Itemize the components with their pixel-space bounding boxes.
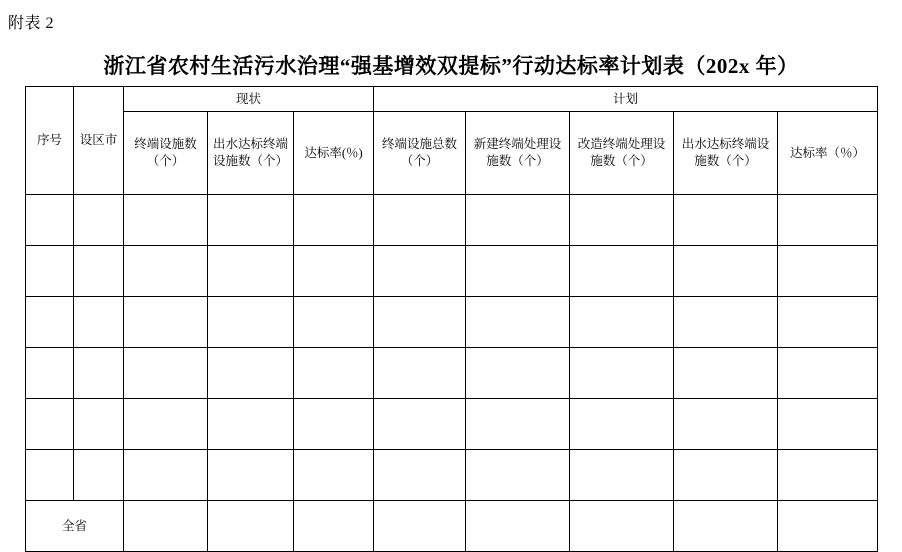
col-header-plan-new-terminal: 新建终端处理设施数（个） [466, 112, 570, 195]
table-row [26, 297, 878, 348]
table-row [26, 195, 878, 246]
cell-current-effluent-standard-terminal[interactable] [208, 450, 294, 501]
cell-plan-new-terminal[interactable] [466, 450, 570, 501]
table-row [26, 399, 878, 450]
group-header-current: 现状 [124, 87, 374, 112]
table-row [26, 450, 878, 501]
cell-total-current-rate[interactable] [294, 501, 374, 552]
cell-city[interactable] [74, 450, 124, 501]
table-row [26, 246, 878, 297]
col-header-current-rate: 达标率(％) [294, 112, 374, 195]
cell-plan-rate[interactable] [778, 195, 878, 246]
cell-current-rate[interactable] [294, 348, 374, 399]
cell-plan-new-terminal[interactable] [466, 246, 570, 297]
table-row [26, 348, 878, 399]
col-header-plan-effluent-standard-terminal: 出水达标终端设施数（个） [674, 112, 778, 195]
cell-current-rate[interactable] [294, 195, 374, 246]
col-header-current-terminal-count: 终端设施数（个） [124, 112, 208, 195]
cell-total-plan-new-terminal[interactable] [466, 501, 570, 552]
cell-total-plan-terminal-total[interactable] [374, 501, 466, 552]
table-group-header-row [26, 87, 878, 112]
cell-current-rate[interactable] [294, 399, 374, 450]
cell-plan-new-terminal[interactable] [466, 195, 570, 246]
cell-current-effluent-standard-terminal[interactable] [208, 399, 294, 450]
cell-total-label: 全省 [26, 501, 124, 552]
cell-current-terminal-count[interactable] [124, 297, 208, 348]
cell-city[interactable] [74, 348, 124, 399]
col-header-plan-rate: 达标率（％） [778, 112, 878, 195]
cell-plan-rate[interactable] [778, 450, 878, 501]
table-column-header-row [26, 112, 878, 195]
cell-plan-effluent-standard-terminal[interactable] [674, 195, 778, 246]
table-total-row [26, 501, 878, 552]
cell-current-terminal-count[interactable] [124, 246, 208, 297]
cell-city[interactable] [74, 297, 124, 348]
cell-plan-new-terminal[interactable] [466, 348, 570, 399]
cell-seq[interactable] [26, 195, 74, 246]
cell-plan-new-terminal[interactable] [466, 297, 570, 348]
col-header-seq: 序号 [26, 87, 74, 195]
cell-current-rate[interactable] [294, 450, 374, 501]
cell-seq[interactable] [26, 246, 74, 297]
cell-current-rate[interactable] [294, 246, 374, 297]
cell-plan-terminal-total[interactable] [374, 246, 466, 297]
cell-seq[interactable] [26, 450, 74, 501]
cell-seq[interactable] [26, 399, 74, 450]
cell-total-plan-rebuild-terminal[interactable] [570, 501, 674, 552]
cell-plan-effluent-standard-terminal[interactable] [674, 348, 778, 399]
cell-plan-rebuild-terminal[interactable] [570, 246, 674, 297]
cell-current-terminal-count[interactable] [124, 195, 208, 246]
cell-plan-rate[interactable] [778, 348, 878, 399]
cell-plan-effluent-standard-terminal[interactable] [674, 297, 778, 348]
cell-plan-effluent-standard-terminal[interactable] [674, 246, 778, 297]
cell-plan-rate[interactable] [778, 297, 878, 348]
cell-plan-effluent-standard-terminal[interactable] [674, 450, 778, 501]
cell-current-effluent-standard-terminal[interactable] [208, 348, 294, 399]
col-header-city: 设区市 [74, 87, 124, 195]
col-header-plan-terminal-total: 终端设施总数（个） [374, 112, 466, 195]
cell-plan-rebuild-terminal[interactable] [570, 297, 674, 348]
group-header-plan: 计划 [374, 87, 878, 112]
cell-current-effluent-standard-terminal[interactable] [208, 195, 294, 246]
cell-plan-effluent-standard-terminal[interactable] [674, 399, 778, 450]
cell-current-terminal-count[interactable] [124, 348, 208, 399]
cell-seq[interactable] [26, 297, 74, 348]
cell-total-plan-rate[interactable] [778, 501, 878, 552]
cell-total-current-terminal-count[interactable] [124, 501, 208, 552]
cell-city[interactable] [74, 399, 124, 450]
cell-current-rate[interactable] [294, 297, 374, 348]
cell-plan-rebuild-terminal[interactable] [570, 195, 674, 246]
col-header-current-effluent-standard-terminal: 出水达标终端设施数（个） [208, 112, 294, 195]
cell-plan-terminal-total[interactable] [374, 348, 466, 399]
cell-plan-terminal-total[interactable] [374, 450, 466, 501]
page-title: 浙江省农村生活污水治理“强基增效双提标”行动达标率计划表（202x 年） [103, 54, 799, 78]
plan-table [25, 86, 878, 552]
cell-plan-rebuild-terminal[interactable] [570, 348, 674, 399]
cell-plan-rate[interactable] [778, 399, 878, 450]
attachment-label: 附表 2 [8, 15, 55, 32]
cell-total-plan-effluent-standard-terminal[interactable] [674, 501, 778, 552]
cell-current-terminal-count[interactable] [124, 399, 208, 450]
col-header-plan-rebuild-terminal: 改造终端处理设施数（个） [570, 112, 674, 195]
cell-city[interactable] [74, 195, 124, 246]
cell-total-current-effluent-standard-terminal[interactable] [208, 501, 294, 552]
cell-seq[interactable] [26, 348, 74, 399]
cell-city[interactable] [74, 246, 124, 297]
cell-current-effluent-standard-terminal[interactable] [208, 246, 294, 297]
cell-plan-rebuild-terminal[interactable] [570, 399, 674, 450]
cell-plan-rebuild-terminal[interactable] [570, 450, 674, 501]
cell-plan-terminal-total[interactable] [374, 399, 466, 450]
cell-plan-terminal-total[interactable] [374, 297, 466, 348]
cell-plan-rate[interactable] [778, 246, 878, 297]
cell-current-terminal-count[interactable] [124, 450, 208, 501]
cell-current-effluent-standard-terminal[interactable] [208, 297, 294, 348]
cell-plan-terminal-total[interactable] [374, 195, 466, 246]
cell-plan-new-terminal[interactable] [466, 399, 570, 450]
